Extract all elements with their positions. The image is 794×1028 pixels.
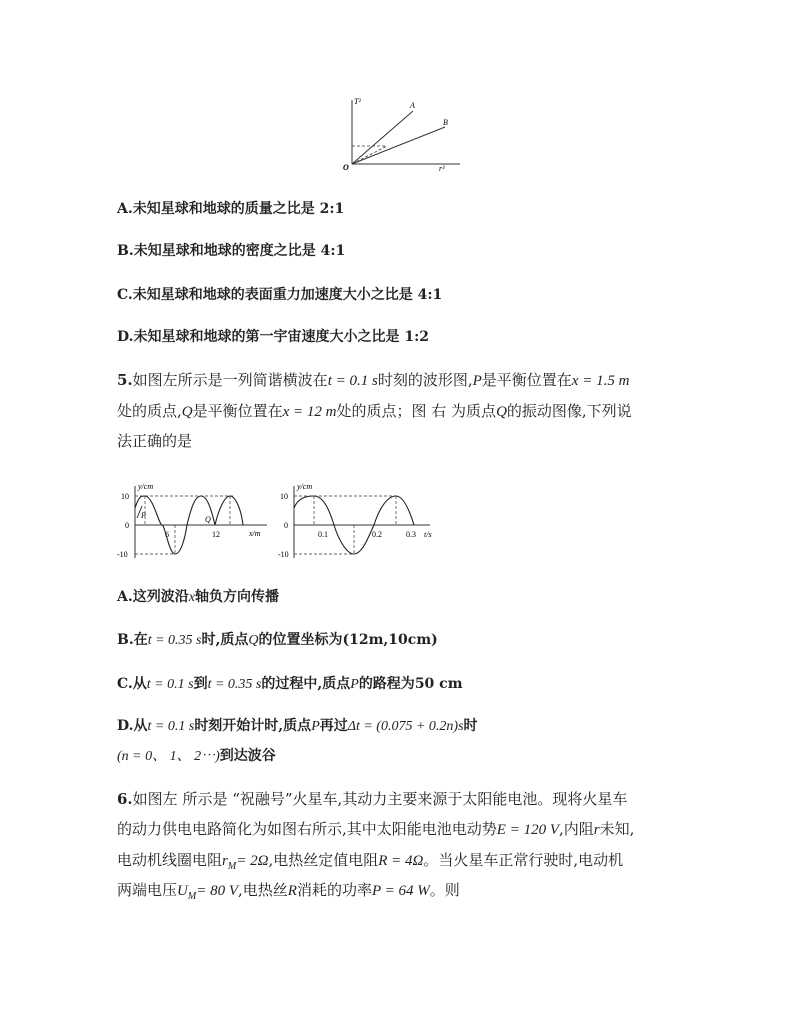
question-5-line-2: 处的质点,Q是平衡位置在x = 12 m处的质点；图 右 为质点Q的振动图像,下列说	[117, 402, 632, 420]
wave-p-label: P	[141, 511, 146, 520]
wave-graph	[115, 478, 275, 568]
vib-xlabel: t/s	[424, 530, 432, 539]
axis-label-r: r³	[439, 164, 445, 173]
question-6-line-2: 的动力供电电路简化为如图右所示,其中太阳能电池电动势E = 120 V,内阻r未知,	[117, 820, 635, 838]
option-5d-line-2: (n = 0、 1、 2⋯)到达波谷	[117, 748, 276, 764]
vib-y-zero: 0	[284, 521, 288, 530]
question-5-line-3: 法正确的是	[117, 432, 193, 450]
question-5-line-1: 5.如图左所示是一列简谐横波在t = 0.1 s时刻的波形图,P是平衡位置在x = 1.5 m	[117, 371, 630, 389]
option-4b: B.未知星球和地球的密度之比是 4:1	[117, 243, 346, 259]
option-4c: C.未知星球和地球的表面重力加速度大小之比是 4:1	[117, 287, 443, 303]
vib-y-top: 10	[280, 492, 288, 501]
vib-t2: 0.2	[372, 530, 382, 539]
axis-label-t: T²	[354, 97, 361, 106]
option-4d: D.未知星球和地球的第一宇宙速度大小之比是 1:2	[117, 329, 430, 345]
question-6-line-1: 6.如图左 所示是 “祝融号”火星车,其动力主要来源于太阳能电池。现将火星车	[117, 790, 628, 808]
wave-xlabel: x/m	[249, 529, 261, 538]
label-b: B	[443, 118, 448, 127]
option-5d-line-1: D.从t = 0.1 s时刻开始计时,质点P再过Δt = (0.075 + 0.2n)s时	[117, 718, 478, 734]
t-squared-r-cubed-graph	[335, 92, 465, 174]
wave-y-top: 10	[121, 492, 129, 501]
wave-x-6: 6	[165, 530, 169, 539]
wave-y-zero: 0	[125, 521, 129, 530]
vibration-graph	[278, 478, 438, 568]
option-5c: C.从t = 0.1 s到t = 0.35 s的过程中,质点P的路程为50 cm	[117, 676, 463, 692]
label-a: A	[410, 101, 415, 110]
question-6-line-4: 两端电压$U_M= 80$ V,电热丝R消耗的功率P = 64 W。则	[117, 881, 460, 902]
line-a	[352, 111, 413, 164]
wave-y-bot: -10	[117, 550, 128, 559]
line-b	[352, 127, 445, 164]
wave-q-label: Q	[205, 515, 211, 524]
option-4a: A.未知星球和地球的质量之比是 2:1	[117, 201, 345, 217]
wave-x-12: 12	[212, 530, 220, 539]
option-5a: A.这列波沿x轴负方向传播	[117, 589, 279, 605]
vib-t1: 0.1	[318, 530, 328, 539]
vib-t3: 0.3	[406, 530, 416, 539]
wave-ylabel: y/cm	[138, 482, 154, 491]
option-5b: B.在t = 0.35 s时,质点Q的位置坐标为(12m,10cm)	[117, 632, 438, 648]
vib-ylabel: y/cm	[297, 482, 313, 491]
question-6-line-3: 电动机线圈电阻$r_M= 2\Omega$,电热丝定值电阻R = 4Ω。当火星车正常行驶时,电动机	[117, 851, 624, 872]
origin-label: O	[343, 163, 349, 172]
vib-y-bot: -10	[278, 550, 289, 559]
